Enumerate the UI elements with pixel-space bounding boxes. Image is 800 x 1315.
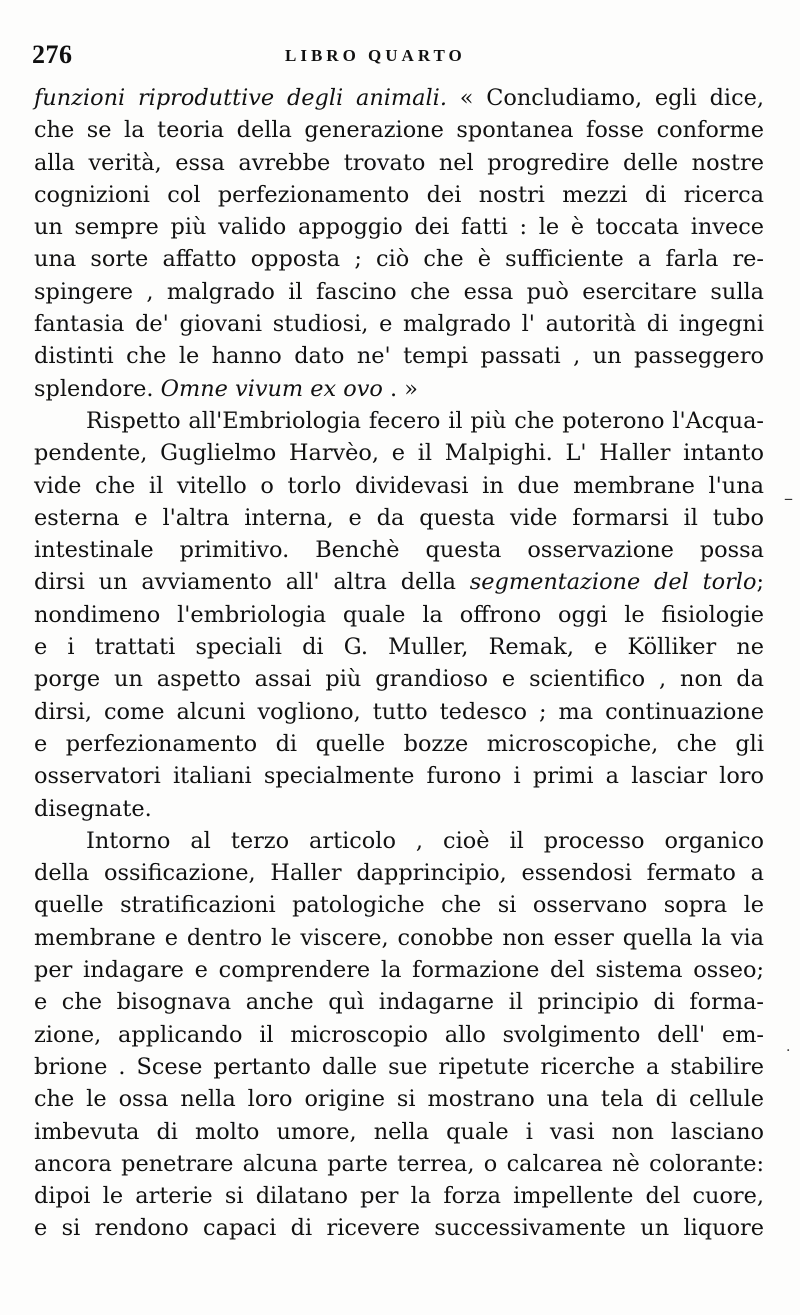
text-line: dirsi un avviamento all' altra della segmentazione del torlo; bbox=[34, 569, 764, 596]
text-line: della ossificazione, Haller dapprincipio, essendosi fermato a bbox=[34, 860, 764, 887]
text-line: cognizioni col perfezionamento dei nostri mezzi di ricerca bbox=[34, 181, 764, 208]
text-line: porge un aspetto assai più grandioso e scientifico , non da bbox=[34, 666, 764, 693]
margin-dot-mark: · bbox=[786, 1043, 791, 1059]
text-line: membrane e dentro le viscere, conobbe non esser quella la via bbox=[34, 924, 764, 951]
italic-phrase: segmentazione del torlo bbox=[469, 569, 757, 596]
text-line: e si rendono capaci di ricevere successivamente un liquore bbox=[34, 1215, 764, 1242]
text-line: vide che il vitello o torlo dividevasi in due membrane l'una bbox=[34, 472, 764, 499]
text-line: alla verità, essa avrebbe trovato nel progredire delle nostre bbox=[34, 149, 764, 176]
page-number: 276 bbox=[32, 40, 73, 69]
text-line: osservatori italiani specialmente furono i primi a lasciar loro bbox=[34, 763, 764, 790]
text-line: una sorte affatto opposta ; ciò che è sufficiente a farla re- bbox=[34, 246, 764, 273]
page-header bbox=[32, 40, 760, 80]
margin-dash-mark: – bbox=[784, 488, 793, 509]
text-line: fantasia de' giovani studiosi, e malgrado l' autorità di ingegni bbox=[34, 311, 764, 338]
text-line: dipoi le arterie si dilatano per la forza impellente del cuore, bbox=[34, 1183, 764, 1210]
text-line: un sempre più valido appoggio dei fatti : le è toccata invece bbox=[34, 214, 764, 241]
text-line: disegnate. bbox=[34, 795, 152, 822]
text-line: spingere , malgrado il fascino che essa può esercitare sulla bbox=[34, 278, 764, 305]
italic-phrase: Omne vivum ex ovo bbox=[160, 375, 383, 402]
text-line: quelle stratificazioni patologiche che si osservano sopra le bbox=[34, 892, 764, 919]
text-line: ancora penetrare alcuna parte terrea, o calcarea nè colorante: bbox=[34, 1150, 764, 1177]
text-line: imbevuta di molto umore, nella quale i vasi non lasciano bbox=[34, 1118, 764, 1145]
text-line: che se la teoria della generazione spontanea fosse conforme bbox=[34, 117, 764, 144]
text-line: funzioni riproduttive degli animali. « Concludiamo, egli dice, bbox=[34, 85, 764, 111]
text-line: nondimeno l'embriologia quale la offrono oggi le fisiologie bbox=[34, 601, 764, 628]
text-line: e perfezionamento di quelle bozze microscopiche, che gli bbox=[34, 730, 764, 757]
text-line: che le ossa nella loro origine si mostrano una tela di cellule bbox=[34, 1086, 764, 1113]
text-line: e i trattati speciali di G. Muller, Remak, e Kölliker ne bbox=[34, 634, 764, 661]
text-line: intestinale primitivo. Benchè questa osservazione possa bbox=[34, 537, 764, 564]
text-line: dirsi, come alcuni vogliono, tutto tedesco ; ma continuazione bbox=[34, 698, 764, 725]
paragraph-start-line: Rispetto all'Embriologia fecero il più che poterono l'Acqua- bbox=[86, 407, 764, 434]
text-line: distinti che le hanno dato ne' tempi passati , un passeggero bbox=[34, 343, 764, 370]
text-line: e che bisognava anche quì indagarne il principio di forma- bbox=[34, 989, 764, 1016]
paragraph-start-line: Intorno al terzo articolo , cioè il processo organico bbox=[86, 827, 764, 854]
italic-phrase: funzioni riproduttive degli animali. bbox=[34, 85, 447, 111]
text-line: splendore. Omne vivum ex ovo . » bbox=[34, 375, 418, 402]
running-head: LIBRO QUARTO bbox=[285, 46, 466, 65]
text-line: esterna e l'altra interna, e da questa vide formarsi il tubo bbox=[34, 504, 764, 531]
text-line: zione, applicando il microscopio allo svolgimento dell' em- bbox=[34, 1021, 764, 1048]
text-line: per indagare e comprendere la formazione del sistema osseo; bbox=[34, 957, 764, 984]
text-line: brione . Scese pertanto dalle sue ripetute ricerche a stabilire bbox=[34, 1053, 764, 1080]
body-text bbox=[34, 82, 764, 1245]
text-line: pendente, Guglielmo Harvèo, e il Malpighi. L' Haller intanto bbox=[34, 440, 764, 467]
